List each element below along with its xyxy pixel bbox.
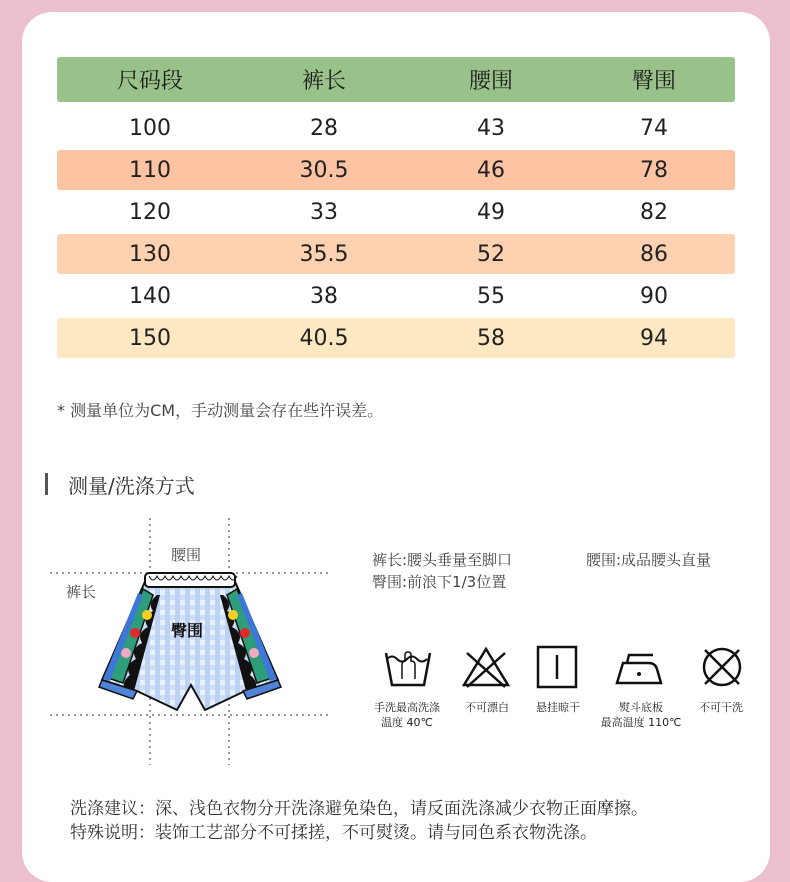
waist-label: 腰围 bbox=[171, 546, 202, 564]
care-label-hand-wash bbox=[374, 700, 440, 730]
care-label-iron bbox=[601, 700, 682, 730]
table-row bbox=[57, 318, 735, 358]
hand-wash-icon bbox=[383, 645, 433, 689]
table-row bbox=[57, 276, 735, 316]
cell-size: 130 bbox=[129, 241, 171, 267]
cell-waist: 52 bbox=[477, 241, 505, 267]
header-length: 裤长 bbox=[301, 69, 347, 94]
size-table bbox=[57, 57, 735, 360]
cell-hip: 78 bbox=[640, 157, 668, 183]
cell-length: 40.5 bbox=[299, 325, 349, 351]
cell-hip: 90 bbox=[640, 283, 668, 309]
care-label-line1: 熨斗底板 bbox=[618, 701, 663, 714]
no-dry-clean-icon bbox=[697, 645, 747, 689]
length-desc: 裤长:腰头垂量至脚口 bbox=[372, 551, 513, 569]
section-title: 测量/洗涤方式 bbox=[68, 473, 195, 498]
cell-waist: 55 bbox=[477, 283, 505, 309]
care-label-hang-dry bbox=[536, 700, 580, 715]
cell-length: 33 bbox=[310, 199, 338, 225]
wash-advice: 洗涤建议：深、浅色衣物分开洗涤避免染色，请反面洗涤减少衣物正面摩擦。 bbox=[70, 799, 648, 819]
care-label-line2: 温度 40℃ bbox=[381, 716, 433, 729]
cell-hip: 82 bbox=[640, 199, 668, 225]
header-size: 尺码段 bbox=[116, 69, 184, 94]
table-row bbox=[57, 108, 735, 148]
cell-length: 38 bbox=[310, 283, 338, 309]
measurement-note: * 测量单位为CM，手动测量会存在些许误差。 bbox=[57, 401, 384, 420]
care-label-line2: 最高温度 110℃ bbox=[600, 716, 682, 729]
iron-icon bbox=[613, 645, 663, 689]
hip-desc: 臀围:前浪下1/3位置 bbox=[372, 573, 507, 591]
table-row bbox=[57, 192, 735, 232]
care-label-no-bleach bbox=[465, 700, 509, 715]
cell-length: 30.5 bbox=[299, 157, 349, 183]
section-heading bbox=[45, 471, 195, 497]
cell-size: 100 bbox=[129, 115, 171, 141]
cell-size: 120 bbox=[129, 199, 171, 225]
cell-hip: 94 bbox=[640, 325, 668, 351]
care-label-line1: 不可漂白 bbox=[465, 701, 509, 714]
care-label-no-dry-clean bbox=[699, 700, 743, 715]
care-label-line1: 不可干洗 bbox=[699, 701, 743, 714]
header-waist: 腰围 bbox=[468, 69, 514, 94]
cell-length: 35.5 bbox=[299, 241, 349, 267]
cell-size: 110 bbox=[129, 157, 171, 183]
waist-desc: 腰围:成品腰头直量 bbox=[586, 551, 712, 569]
header-hip: 臀围 bbox=[631, 69, 677, 94]
no-bleach-icon bbox=[461, 645, 511, 689]
cell-waist: 43 bbox=[477, 115, 505, 141]
cell-hip: 74 bbox=[640, 115, 668, 141]
hang-dry-icon bbox=[532, 645, 582, 689]
care-label-line1: 手洗最高洗涤 bbox=[374, 701, 440, 714]
cell-length: 28 bbox=[310, 115, 338, 141]
cell-size: 150 bbox=[129, 325, 171, 351]
table-header bbox=[57, 57, 735, 102]
cell-waist: 46 bbox=[477, 157, 505, 183]
special-note: 特殊说明：装饰工艺部分不可揉搓，不可熨烫。请与同色系衣物洗涤。 bbox=[70, 823, 597, 843]
cell-waist: 58 bbox=[477, 325, 505, 351]
table-row bbox=[57, 150, 735, 190]
length-label: 裤长 bbox=[66, 583, 97, 601]
care-label-line1: 悬挂晾干 bbox=[536, 701, 580, 714]
hip-label: 臀围 bbox=[171, 621, 204, 640]
shorts-diagram bbox=[45, 515, 335, 770]
cell-hip: 86 bbox=[640, 241, 668, 267]
table-row bbox=[57, 234, 735, 274]
cell-size: 140 bbox=[129, 283, 171, 309]
heading-bar bbox=[45, 473, 48, 495]
cell-waist: 49 bbox=[477, 199, 505, 225]
